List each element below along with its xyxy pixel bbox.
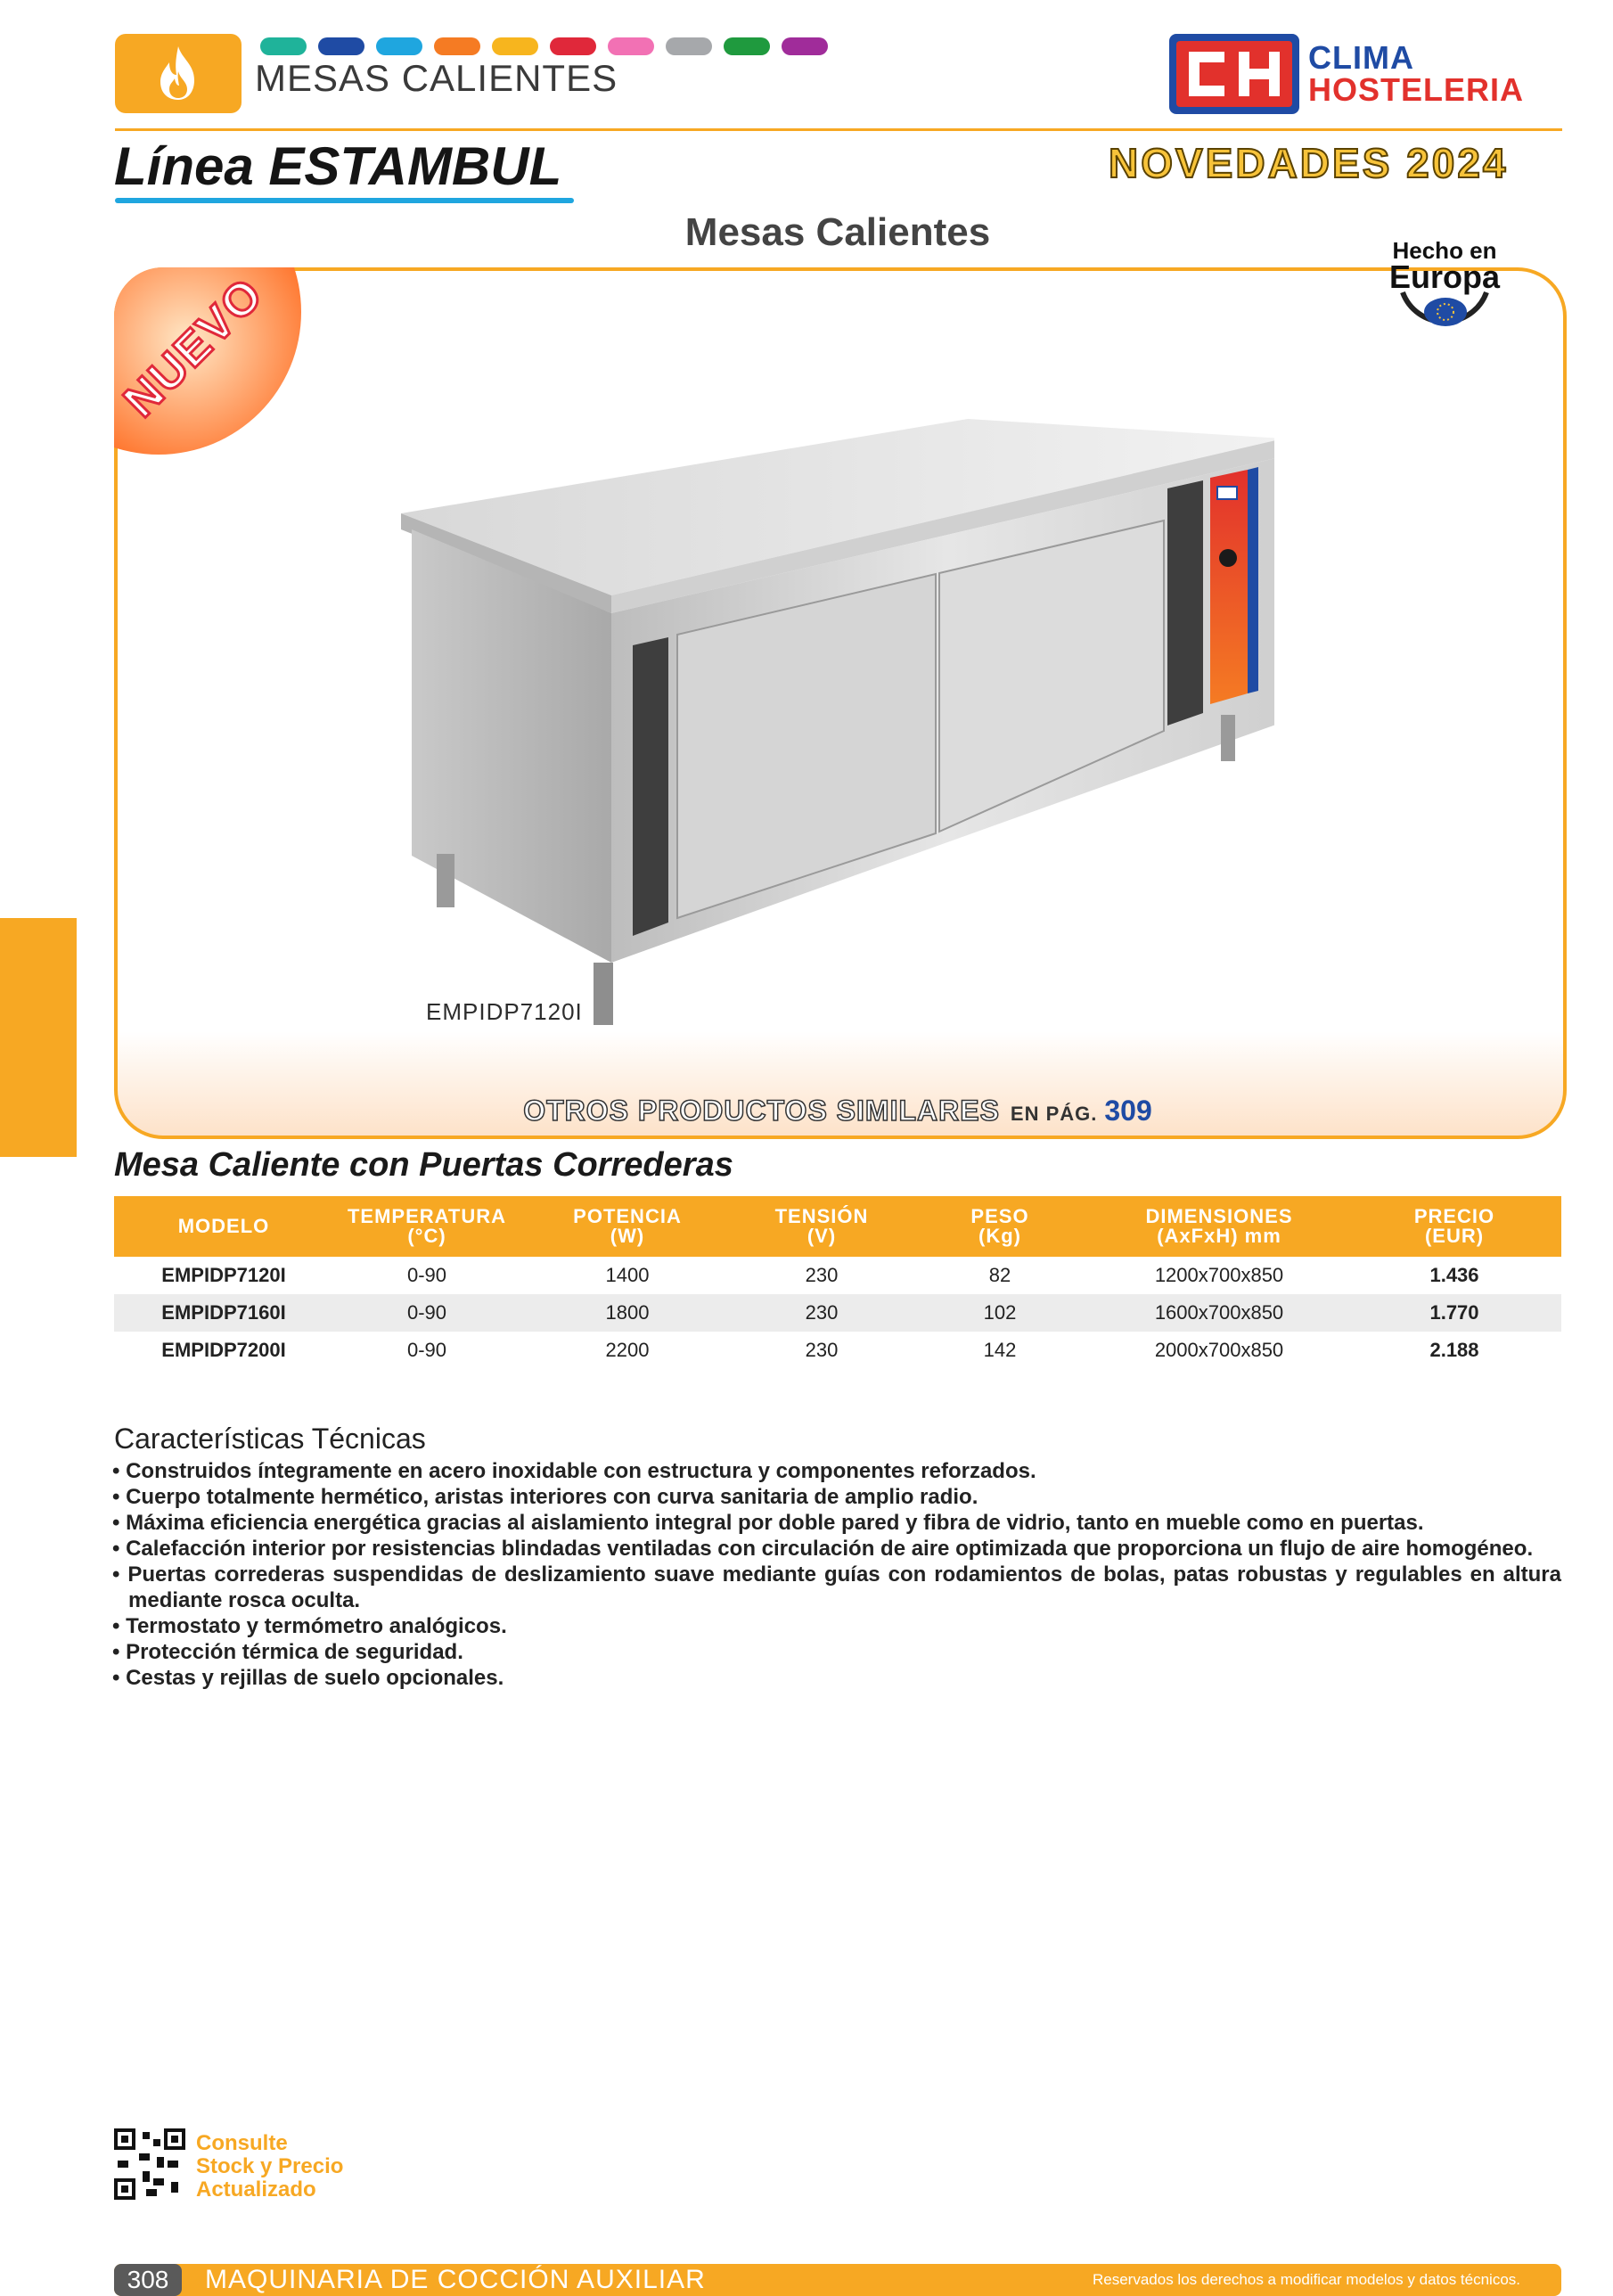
features-list xyxy=(112,1458,1561,1691)
cell-model: EMPIDP7120I xyxy=(161,1264,286,1286)
list-item: • Termostato y termómetro analógicos. xyxy=(112,1613,1561,1639)
cell-power: 2200 xyxy=(605,1339,650,1361)
cell-dimensions: 2000x700x850 xyxy=(1154,1339,1284,1361)
color-swatch xyxy=(492,37,538,55)
cell-temperature: 0-90 xyxy=(333,1294,520,1332)
section-title: Mesas Calientes xyxy=(684,210,991,254)
cell-power: 1800 xyxy=(520,1294,734,1332)
column-header-weight: PESO (Kg) xyxy=(909,1196,1091,1257)
list-item: • Calefacción interior por resistencias blindadas ventiladas con circulación de aire optimizada que proporciona un flujo de aire homogéneo. xyxy=(112,1536,1561,1562)
cell-model: EMPIDP7160I xyxy=(114,1294,333,1332)
similar-products-page-number: 309 xyxy=(1104,1095,1152,1127)
footer-section-title: MAQUINARIA DE COCCIÓN AUXILIAR xyxy=(205,2265,706,2294)
color-swatch xyxy=(318,37,364,55)
list-item: • Máxima eficiencia energética gracias al aislamiento integral por doble pared y fibra de vidrio, tanto en mueble como en puertas. xyxy=(112,1510,1561,1536)
cell-weight: 82 xyxy=(988,1264,1011,1286)
spec-table xyxy=(114,1196,1561,1369)
color-swatches xyxy=(260,37,828,55)
product-line-title: Línea ESTAMBUL xyxy=(114,136,562,196)
cell-voltage: 230 xyxy=(805,1339,839,1361)
qr-caption: Consulte Stock y Precio Actualizado xyxy=(196,2131,344,2202)
list-item: • Puertas correderas suspendidas de deslizamiento suave mediante guías con rodamientos de bolas, patas robustas y regulables en altura mediante rosca oculta. xyxy=(112,1562,1561,1613)
new-badge-text: NUEVO xyxy=(114,267,274,428)
color-swatch xyxy=(782,37,828,55)
list-item: • Cuerpo totalmente hermético, aristas interiores con curva sanitaria de amplio radio. xyxy=(112,1484,1561,1510)
category-badge xyxy=(115,34,242,113)
page-number: 308 xyxy=(114,2264,182,2296)
column-header-model: MODELO xyxy=(114,1196,333,1257)
cell-price: 2.188 xyxy=(1429,1339,1479,1361)
cell-voltage: 230 xyxy=(734,1294,909,1332)
header-divider xyxy=(115,128,1562,131)
cell-voltage: 230 xyxy=(805,1264,839,1286)
table-row xyxy=(114,1332,1561,1369)
cell-power: 1400 xyxy=(605,1264,650,1286)
product-image-caption: EMPIDP7120I xyxy=(426,998,583,1025)
made-in-europe-seal xyxy=(1387,230,1502,337)
made-in-label: Hecho en xyxy=(1392,237,1497,264)
brand-name-hosteleria: HOSTELERIA xyxy=(1308,71,1525,108)
qr-code-icon[interactable] xyxy=(114,2128,185,2200)
cell-temperature: 0-90 xyxy=(406,1264,447,1286)
cell-price: 1.436 xyxy=(1429,1264,1479,1286)
features-title: Características Técnicas xyxy=(114,1423,426,1455)
column-header-voltage: TENSIÓN (V) xyxy=(734,1196,909,1257)
color-swatch xyxy=(550,37,596,55)
brand-name-clima: CLIMA xyxy=(1308,39,1414,76)
similar-products-label: OTROS PRODUCTOS SIMILARES xyxy=(523,1095,1000,1127)
color-swatch xyxy=(608,37,654,55)
table-row xyxy=(114,1294,1561,1332)
hot-cabinet-table-image xyxy=(401,383,1274,1025)
made-in-region: Europa xyxy=(1388,258,1500,295)
cell-temperature: 0-90 xyxy=(406,1339,447,1361)
list-item: • Protección térmica de seguridad. xyxy=(112,1639,1561,1665)
similar-products-page-prefix: EN PÁG. xyxy=(1010,1103,1098,1125)
color-swatch xyxy=(666,37,712,55)
cell-price: 1.770 xyxy=(1347,1294,1561,1332)
cell-weight: 102 xyxy=(909,1294,1091,1332)
list-item: • Construidos íntegramente en acero inoxidable con estructura y componentes reforzados. xyxy=(112,1458,1561,1484)
title-underline xyxy=(115,198,574,203)
column-header-dimensions: DIMENSIONES (AxFxH) mm xyxy=(1091,1196,1347,1257)
category-title: MESAS CALIENTES xyxy=(255,57,618,99)
section-side-tab xyxy=(0,918,77,1157)
color-swatch xyxy=(434,37,480,55)
flame-icon xyxy=(148,45,209,103)
brand-mark xyxy=(1169,34,1299,114)
spec-table-header-row xyxy=(114,1196,1561,1257)
column-header-price: PRECIO (EUR) xyxy=(1347,1196,1561,1257)
color-swatch xyxy=(724,37,770,55)
color-swatch xyxy=(260,37,307,55)
novedades-label: NOVEDADES 2024 xyxy=(1109,140,1509,186)
cell-dimensions: 1200x700x850 xyxy=(1154,1264,1284,1286)
cell-dimensions: 1600x700x850 xyxy=(1091,1294,1347,1332)
spec-table-title: Mesa Caliente con Puertas Correderas xyxy=(114,1146,733,1184)
table-row xyxy=(114,1257,1561,1294)
brand-logo xyxy=(1169,34,1563,116)
cell-weight: 142 xyxy=(983,1339,1017,1361)
color-swatch xyxy=(376,37,422,55)
similar-products-link[interactable] xyxy=(0,1095,1613,1128)
cell-model: EMPIDP7200I xyxy=(161,1339,286,1361)
column-header-power: POTENCIA (W) xyxy=(520,1196,734,1257)
list-item: • Cestas y rejillas de suelo opcionales. xyxy=(112,1665,1561,1691)
footer-notice: Reservados los derechos a modificar modelos y datos técnicos. xyxy=(1093,2271,1521,2288)
column-header-temperature: TEMPERATURA (°C) xyxy=(333,1196,520,1257)
